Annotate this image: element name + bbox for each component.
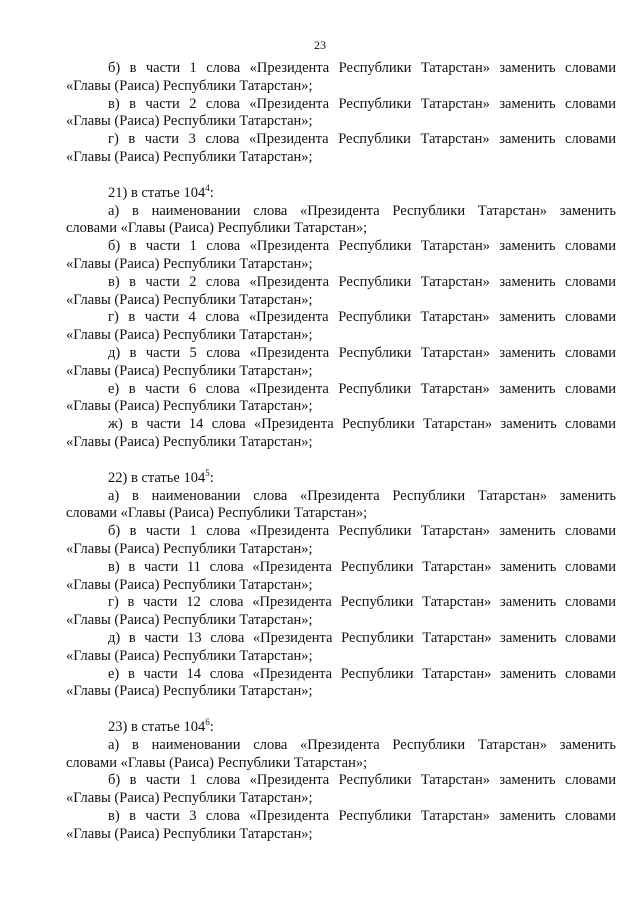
item-first-line: б) в части 1 слова «Президента Республики Татарстан» заменить словами (108, 238, 616, 255)
list-item (66, 96, 616, 132)
list-item (66, 345, 616, 381)
item-continuation: «Главы (Раиса) Республики Татарстан»; (66, 255, 313, 272)
item-first-line: б) в части 1 слова «Президента Республики Татарстан» заменить словами (108, 523, 616, 540)
list-item (66, 416, 616, 452)
item-first-line: е) в части 6 слова «Президента Республики Татарстан» заменить словами (108, 380, 616, 397)
document-body (66, 60, 616, 844)
section-heading-text: 23) в статье 104 (108, 719, 206, 736)
item-first-line: г) в части 4 слова «Президента Республики Татарстан» заменить словами (108, 309, 616, 326)
item-continuation: «Главы (Раиса) Республики Татарстан»; (66, 647, 313, 664)
item-continuation: «Главы (Раиса) Республики Татарстан»; (66, 362, 313, 379)
section-heading (66, 182, 616, 203)
item-first-line: а) в наименовании слова «Президента Республики Татарстан» заменить (108, 202, 616, 219)
item-continuation: «Главы (Раиса) Республики Татарстан»; (66, 433, 313, 450)
list-item (66, 60, 616, 96)
section-heading-tail: : (209, 184, 214, 201)
list-item (66, 309, 616, 345)
item-first-line: г) в части 3 слова «Президента Республики Татарстан» заменить словами (108, 131, 616, 148)
item-first-line: в) в части 2 слова «Президента Республики Татарстан» заменить словами (108, 273, 616, 290)
list-item (66, 274, 616, 310)
item-continuation: «Главы (Раиса) Республики Татарстан»; (66, 540, 313, 557)
item-continuation: «Главы (Раиса) Республики Татарстан»; (66, 327, 313, 344)
item-first-line: а) в наименовании слова «Президента Республики Татарстан» заменить (108, 487, 616, 504)
list-item (66, 772, 616, 808)
item-first-line: б) в части 1 слова «Президента Республики Татарстан» заменить словами (108, 60, 616, 76)
item-continuation: «Главы (Раиса) Республики Татарстан»; (66, 683, 313, 700)
item-continuation: «Главы (Раиса) Республики Татарстан»; (66, 825, 313, 842)
item-continuation: словами «Главы (Раиса) Республики Татарстан»; (66, 220, 368, 237)
item-continuation: «Главы (Раиса) Республики Татарстан»; (66, 398, 313, 415)
section-21 (66, 182, 616, 452)
item-first-line: д) в части 13 слова «Президента Республики Татарстан» заменить словами (108, 629, 616, 646)
list-item (66, 381, 616, 417)
section-heading (66, 467, 616, 488)
item-first-line: г) в части 12 слова «Президента Республики Татарстан» заменить словами (108, 594, 616, 611)
item-continuation: словами «Главы (Раиса) Республики Татарстан»; (66, 754, 368, 771)
list-item (66, 630, 616, 666)
intro-block (66, 60, 616, 167)
list-item (66, 808, 616, 844)
page-number: 23 (314, 38, 326, 52)
item-continuation: «Главы (Раиса) Республики Татарстан»; (66, 576, 313, 593)
list-item (66, 666, 616, 702)
list-item (66, 203, 616, 239)
section-heading-superscript: 6 (205, 717, 210, 728)
item-first-line: а) в наименовании слова «Президента Республики Татарстан» заменить (108, 736, 616, 753)
list-item (66, 131, 616, 167)
section-heading-tail: : (209, 719, 214, 736)
section-heading-text: 21) в статье 104 (108, 184, 206, 201)
list-item (66, 737, 616, 773)
item-first-line: б) в части 1 слова «Президента Республики Татарстан» заменить словами (108, 772, 616, 789)
item-continuation: «Главы (Раиса) Республики Татарстан»; (66, 148, 313, 165)
item-first-line: ж) в части 14 слова «Президента Республики Татарстан» заменить словами (108, 416, 616, 433)
item-continuation: «Главы (Раиса) Республики Татарстан»; (66, 291, 313, 308)
list-item (66, 523, 616, 559)
list-item (66, 559, 616, 595)
item-continuation: «Главы (Раиса) Республики Татарстан»; (66, 113, 313, 130)
section-heading-superscript: 4 (205, 182, 210, 193)
section-23 (66, 719, 616, 844)
item-continuation: словами «Главы (Раиса) Республики Татарстан»; (66, 505, 368, 522)
item-first-line: в) в части 2 слова «Президента Республики Татарстан» заменить словами (108, 95, 616, 112)
item-first-line: в) в части 11 слова «Президента Республики Татарстан» заменить словами (108, 558, 616, 575)
item-continuation: «Главы (Раиса) Республики Татарстан»; (66, 790, 313, 807)
section-heading (66, 719, 616, 737)
section-heading-text: 22) в статье 104 (108, 469, 206, 486)
item-first-line: в) в части 3 слова «Президента Республики Татарстан» заменить словами (108, 808, 616, 825)
item-continuation: «Главы (Раиса) Республики Татарстан»; (66, 77, 313, 94)
section-22 (66, 467, 616, 701)
item-continuation: «Главы (Раиса) Республики Татарстан»; (66, 612, 313, 629)
list-item (66, 238, 616, 274)
section-heading-superscript: 5 (205, 467, 210, 478)
section-heading-tail: : (209, 469, 214, 486)
list-item (66, 488, 616, 524)
item-first-line: е) в части 14 слова «Президента Республики Татарстан» заменить словами (108, 665, 616, 682)
list-item (66, 594, 616, 630)
item-first-line: д) в части 5 слова «Президента Республики Татарстан» заменить словами (108, 344, 616, 361)
